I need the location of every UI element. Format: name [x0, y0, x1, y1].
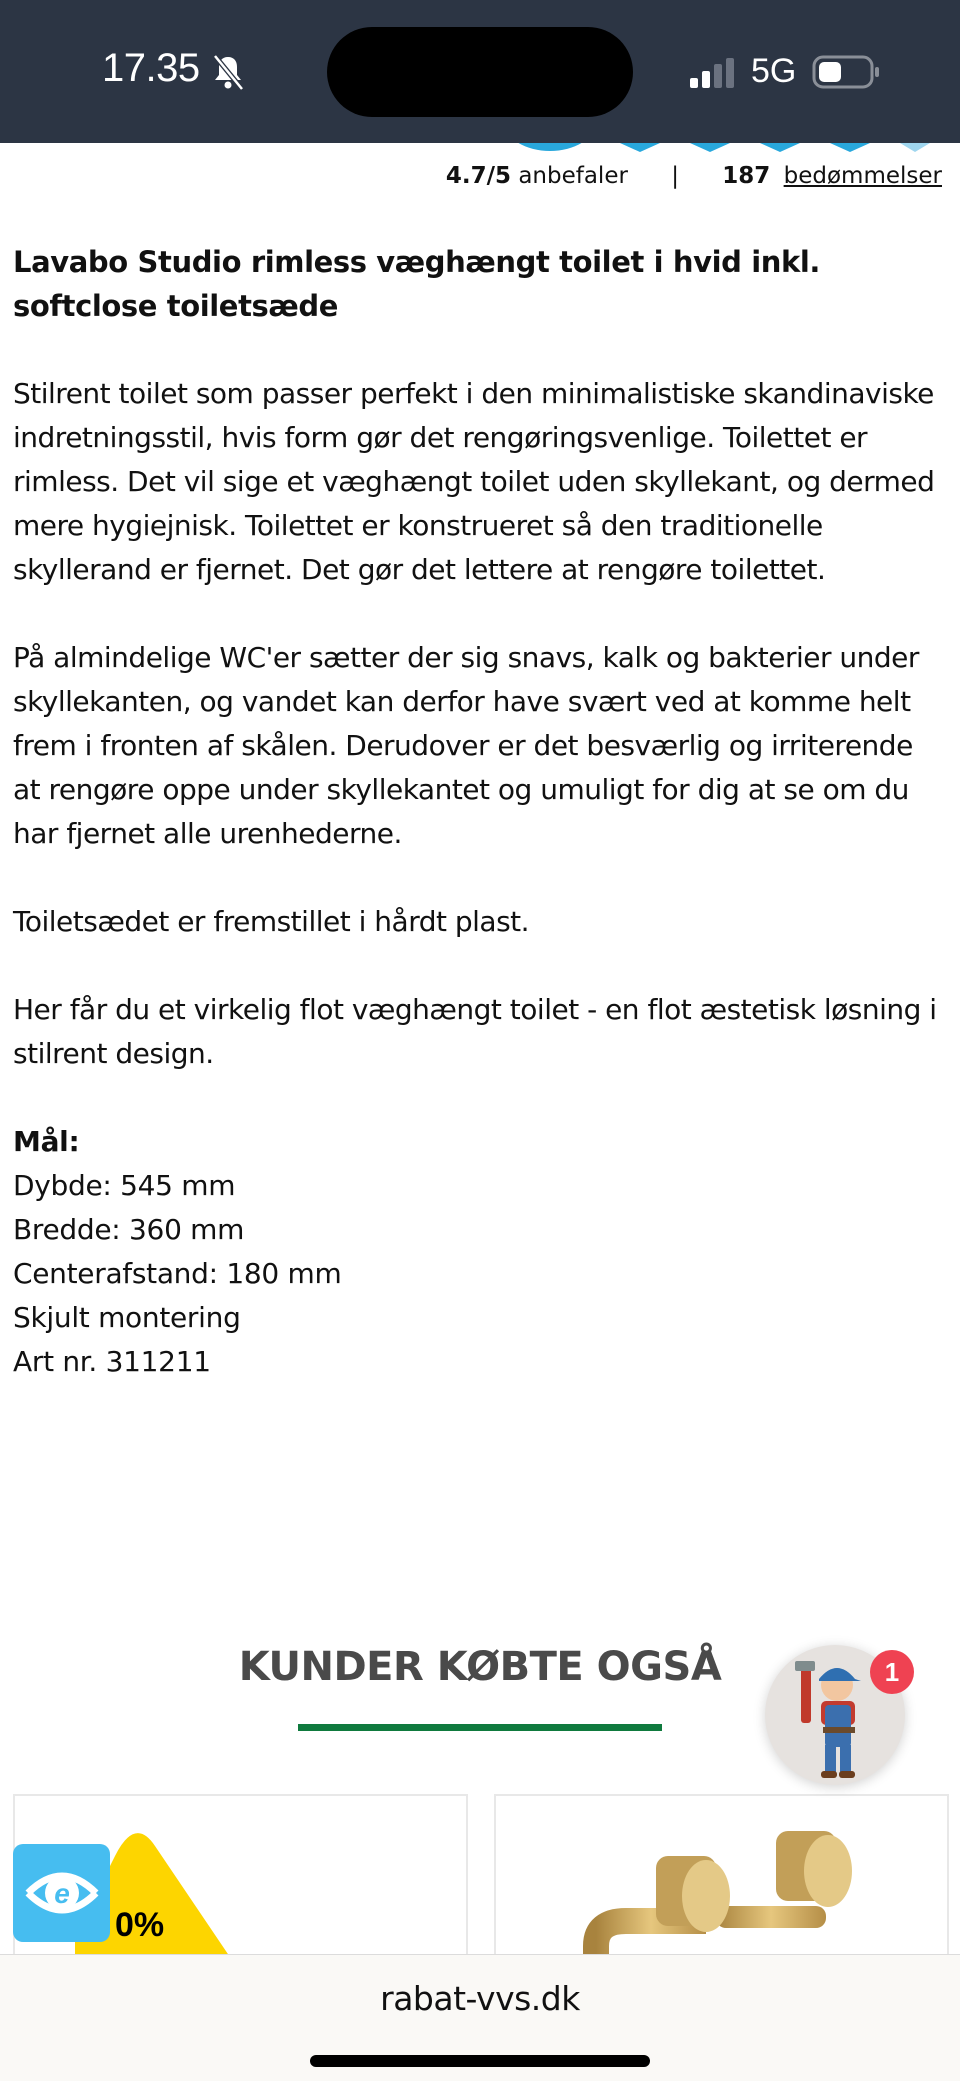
review-count: 187 — [722, 163, 771, 189]
rating-stars — [490, 143, 940, 153]
chat-unread-badge: 1 — [870, 1650, 914, 1694]
product-title: Lavabo Studio rimless væghængt toilet i hvid inkl. softclose toiletsæde — [13, 245, 821, 323]
reviews-link[interactable]: bedømmelser — [783, 163, 942, 189]
spec-item: Centerafstand: 180 mm — [13, 1257, 342, 1290]
description-paragraph: Stilrent toilet som passer perfekt i den minimalistiske skandinaviske indretningsstil, hvis form gør det rengøringsvenlige. Toilettet er rimless. Det vil sige et væghængt toilet uden skyllekant, og dermed mere hygiejnisk. Toilettet er konstrueret så den traditionelle skyllerand er fjernet. Det gør det lettere at rengøre toilettet. — [13, 377, 935, 586]
status-bar — [0, 0, 960, 143]
rating-summary — [446, 163, 942, 189]
eye-e-icon — [24, 1865, 100, 1921]
spec-item: Dybde: 545 mm — [13, 1169, 236, 1202]
bell-slash-icon — [208, 52, 248, 92]
dynamic-island — [327, 27, 633, 117]
product-description — [13, 240, 948, 1384]
discount-label: 0% — [115, 1906, 165, 1944]
rating-separator: | — [671, 163, 679, 189]
spec-item: Bredde: 360 mm — [13, 1213, 245, 1246]
browser-address-bar[interactable] — [0, 1954, 960, 2081]
description-paragraph: Her får du et virkelig flot væghængt toilet - en flot æstetisk løsning i stilrent design. — [13, 993, 937, 1070]
signal-icon — [688, 58, 738, 88]
specs-heading: Mål: — [13, 1125, 80, 1158]
svg-text:e: e — [53, 1878, 70, 1909]
spec-item: Skjult montering — [13, 1301, 241, 1334]
home-indicator — [310, 2055, 650, 2067]
related-section-title: KUNDER KØBTE OGSÅ — [238, 1644, 722, 1690]
accessibility-button[interactable] — [13, 1844, 110, 1942]
specs-list — [13, 1120, 948, 1384]
spec-item: Art nr. 311211 — [13, 1345, 211, 1378]
network-type: 5G — [751, 52, 797, 90]
rating-score: 4.7/5 — [445, 163, 511, 189]
section-underline — [298, 1724, 662, 1731]
battery-icon — [812, 55, 882, 89]
description-paragraph: På almindelige WC'er sætter der sig snavs, kalk og bakterier under skyllekanten, og vandet kan derfor have svært ved at komme helt frem i fronten af skålen. Derudover er det besværlig og irriterende at rengøre oppe under skyllekantet og umuligt for dig at se om du har fjernet alle urenhederne. — [13, 641, 919, 850]
status-time: 17.35 — [102, 46, 200, 90]
rating-label: anbefaler — [518, 163, 628, 189]
url-label[interactable]: rabat-vvs.dk — [380, 1979, 580, 2018]
description-paragraph: Toiletsædet er fremstillet i hårdt plast. — [13, 905, 530, 938]
